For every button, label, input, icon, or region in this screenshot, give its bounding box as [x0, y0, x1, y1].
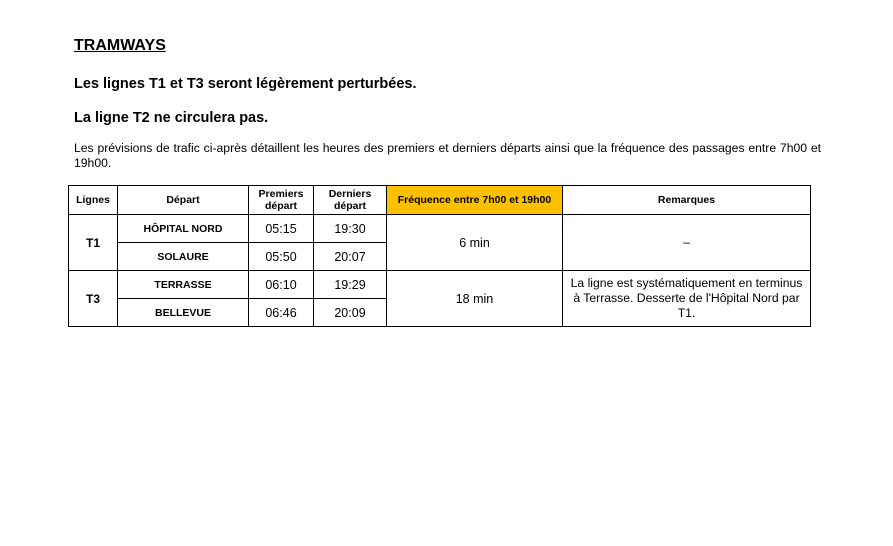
- header-depart: Départ: [118, 186, 249, 215]
- first-departure-cell: 05:50: [249, 243, 314, 271]
- first-departure-cell: 05:15: [249, 215, 314, 243]
- headline-t1-t3: Les lignes T1 et T3 seront légèrement perturbées.: [74, 76, 417, 92]
- header-lignes: Lignes: [69, 186, 118, 215]
- header-frequence: Fréquence entre 7h00 et 19h00: [387, 186, 563, 215]
- header-premiers-depart: Premiers départ: [249, 186, 314, 215]
- document-title: TRAMWAYS: [74, 37, 166, 54]
- last-departure-cell: 20:09: [314, 299, 387, 327]
- frequency-cell: 18 min: [387, 271, 563, 327]
- first-departure-cell: 06:46: [249, 299, 314, 327]
- remark-cell: –: [563, 215, 811, 271]
- stop-cell: SOLAURE: [118, 243, 249, 271]
- last-departure-cell: 19:29: [314, 271, 387, 299]
- frequency-cell: 6 min: [387, 215, 563, 271]
- intro-paragraph: Les prévisions de trafic ci-après détaillent les heures des premiers et derniers départs ainsi que la fréquence des passages entre 7h00 et 19h00.: [74, 141, 821, 170]
- first-departure-cell: 06:10: [249, 271, 314, 299]
- stop-cell: HÔPITAL NORD: [118, 215, 249, 243]
- last-departure-cell: 20:07: [314, 243, 387, 271]
- last-departure-cell: 19:30: [314, 215, 387, 243]
- headline-t2: La ligne T2 ne circulera pas.: [74, 110, 269, 126]
- stop-cell: TERRASSE: [118, 271, 249, 299]
- table-header-row: [69, 186, 811, 215]
- header-derniers-depart: Derniers départ: [314, 186, 387, 215]
- table-row: [69, 215, 811, 243]
- header-remarques: Remarques: [563, 186, 811, 215]
- stop-cell: BELLEVUE: [118, 299, 249, 327]
- line-cell: T3: [69, 271, 118, 327]
- traffic-table: [68, 185, 811, 327]
- table-row: [69, 271, 811, 299]
- line-cell: T1: [69, 215, 118, 271]
- remark-cell: La ligne est systématiquement en terminus à Terrasse. Desserte de l'Hôpital Nord par T1.: [563, 271, 811, 327]
